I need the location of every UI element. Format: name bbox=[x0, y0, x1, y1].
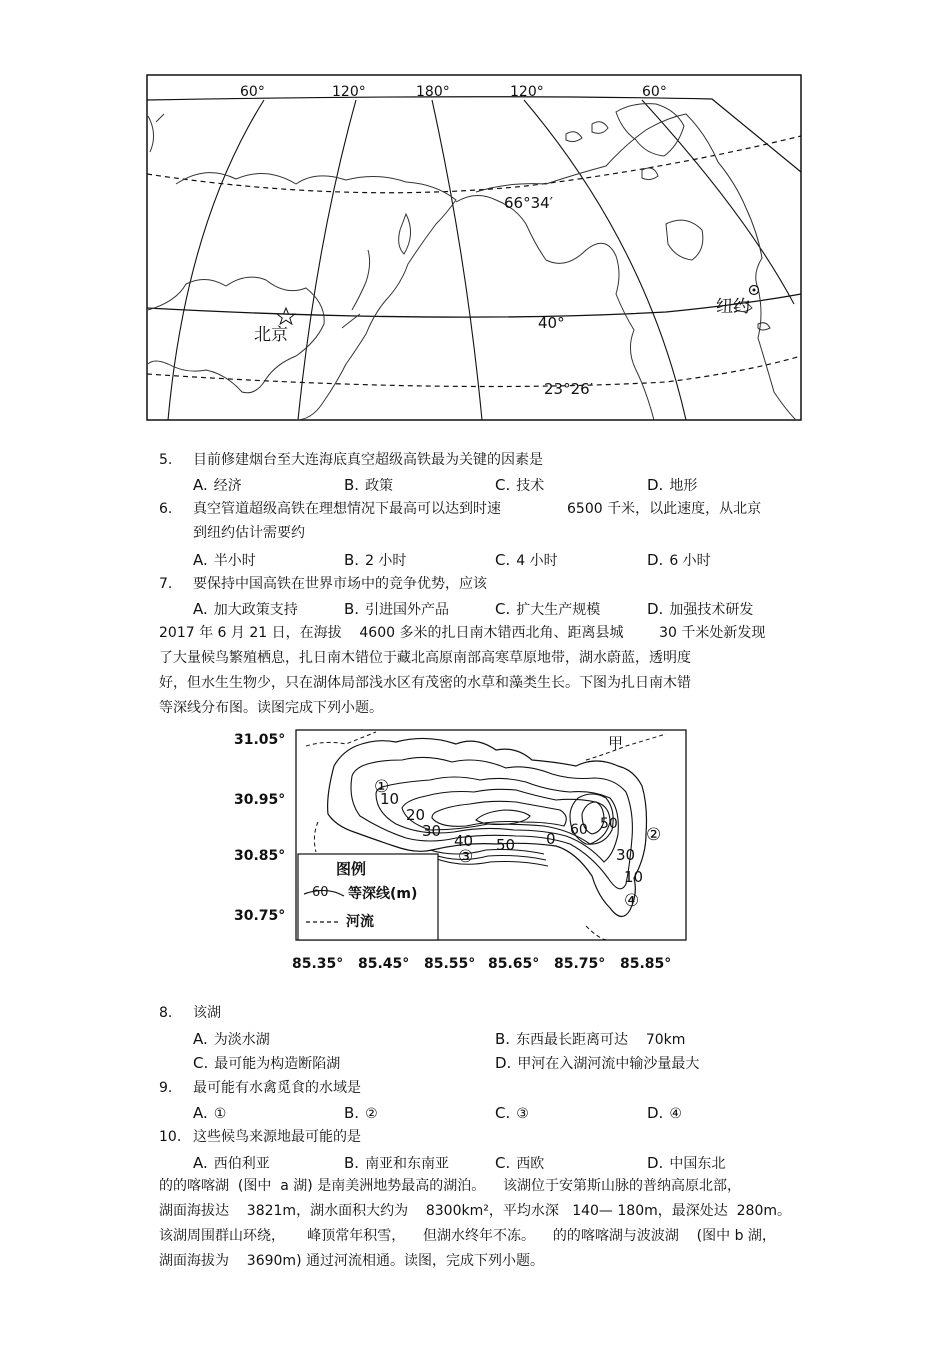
lon-label-1: 60° bbox=[240, 84, 265, 100]
q5-stem: 目前修建烟台至大连海底真空超级高铁最为关键的因素是 bbox=[193, 452, 543, 468]
y-label-4: 30.75° bbox=[234, 908, 286, 924]
world-map bbox=[146, 74, 802, 422]
q10-option-a[interactable]: A. 西伯利亚 bbox=[193, 1154, 270, 1172]
depth-label-10: 10 bbox=[380, 790, 400, 808]
depth-label-10e: 10 bbox=[624, 868, 644, 886]
depth-label-60: 60 bbox=[570, 822, 588, 838]
lake-depth-map bbox=[226, 726, 696, 976]
depth-label-40: 40 bbox=[454, 832, 474, 850]
q5-option-c[interactable]: C. 技术 bbox=[495, 476, 545, 494]
lon-label-2: 120° bbox=[332, 84, 366, 100]
q8-option-a[interactable]: A. 为淡水湖 bbox=[193, 1030, 270, 1048]
depth-label-20: 20 bbox=[406, 806, 426, 824]
lat-label-tropic: 23°26′ bbox=[544, 380, 594, 398]
x-label-6: 85.85° bbox=[620, 956, 672, 972]
q7-option-a[interactable]: A. 加大政策支持 bbox=[193, 600, 298, 618]
q9-option-b[interactable]: B. ② bbox=[344, 1104, 378, 1122]
depth-label-50w: 50 bbox=[496, 836, 516, 854]
q10-option-d[interactable]: D. 中国东北 bbox=[647, 1154, 726, 1172]
x-label-1: 85.35° bbox=[292, 956, 344, 972]
passage1-line-3: 好，但水生生物少，只在湖体局部浅水区有茂密的水草和藻类生长。下图为扎日南木错 bbox=[159, 675, 691, 691]
y-label-3: 30.85° bbox=[234, 848, 286, 864]
depth-label-50e: 50 bbox=[600, 816, 618, 832]
lat-label-40: 40° bbox=[538, 314, 565, 332]
depth-label-30: 30 bbox=[422, 822, 442, 840]
q10-option-c[interactable]: C. 西欧 bbox=[495, 1154, 545, 1172]
q6-option-d[interactable]: D. 6 小时 bbox=[647, 551, 711, 569]
x-label-2: 85.45° bbox=[358, 956, 410, 972]
city-beijing: 北京 bbox=[254, 325, 288, 345]
lon-label-3: 180° bbox=[416, 84, 450, 100]
q8-option-c[interactable]: C. 最可能为构造断陷湖 bbox=[193, 1054, 341, 1072]
passage2-line-2: 湖面海拔达 3821m，湖水面积大约为 8300km²，平均水深 140— 180m，最深处达 280m。 bbox=[159, 1203, 791, 1219]
q7-number: 7. bbox=[159, 576, 173, 592]
q6-stem-1b: 6500 千米，以此速度，从北京 bbox=[567, 501, 762, 517]
q9-number: 9. bbox=[159, 1080, 173, 1096]
q5-number: 5. bbox=[159, 452, 173, 468]
marker-1: ① bbox=[374, 777, 390, 797]
passage1-line-1: 2017 年 6 月 21 日，在海拔 4600 多米的扎日南木错西北角、距离县城 30 千米处新发现 bbox=[159, 625, 766, 641]
passage1-line-2: 了大量候鸟繁殖栖息，扎日南木错位于藏北高原南部高寒草原地带，湖水蔚蓝，透明度 bbox=[159, 650, 691, 666]
q10-number: 10. bbox=[159, 1129, 182, 1145]
y-label-1: 31.05° bbox=[234, 732, 286, 748]
q5-option-b[interactable]: B. 政策 bbox=[344, 476, 394, 494]
passage1-line-4: 等深线分布图。读图完成下列小题。 bbox=[159, 700, 383, 716]
q9-option-a[interactable]: A. ① bbox=[193, 1104, 227, 1122]
q7-option-c[interactable]: C. 扩大生产规模 bbox=[495, 600, 601, 618]
passage2-line-4: 湖面海拔为 3690m) 通过河流相通。读图，完成下列小题。 bbox=[159, 1253, 544, 1269]
lon-label-5: 60° bbox=[642, 84, 667, 100]
q10-stem: 这些候鸟来源地最可能的是 bbox=[193, 1129, 361, 1145]
x-label-5: 85.75° bbox=[554, 956, 606, 972]
x-label-3: 85.55° bbox=[424, 956, 476, 972]
q6-stem-1: 真空管道超级高铁在理想情况下最高可以达到时速 bbox=[193, 501, 501, 517]
q6-stem-2: 到纽约估计需要约 bbox=[193, 525, 305, 541]
depth-label-30e: 30 bbox=[616, 846, 636, 864]
marker-2: ② bbox=[646, 825, 662, 845]
lon-label-4: 120° bbox=[510, 84, 544, 100]
legend-contour-label: 等深线(m) bbox=[348, 886, 418, 902]
q8-number: 8. bbox=[159, 1005, 173, 1021]
q9-option-c[interactable]: C. ③ bbox=[495, 1104, 529, 1122]
q8-option-d[interactable]: D. 甲河在入湖河流中输沙量最大 bbox=[495, 1054, 700, 1072]
q5-option-d[interactable]: D. 地形 bbox=[647, 476, 698, 494]
q8-option-b[interactable]: B. 东西最长距离可达 70km bbox=[495, 1030, 686, 1048]
q6-option-c[interactable]: C. 4 小时 bbox=[495, 551, 558, 569]
legend-river-label: 河流 bbox=[346, 914, 374, 930]
marker-4: ④ bbox=[624, 891, 640, 911]
y-label-2: 30.95° bbox=[234, 792, 286, 808]
q5-option-a[interactable]: A. 经济 bbox=[193, 476, 242, 494]
marker-3: ③ bbox=[458, 847, 474, 867]
q7-option-d[interactable]: D. 加强技术研发 bbox=[647, 600, 754, 618]
legend-title: 图例 bbox=[336, 860, 367, 878]
q8-stem: 该湖 bbox=[193, 1005, 221, 1021]
q9-option-d[interactable]: D. ④ bbox=[647, 1104, 682, 1122]
river-jia-label: 甲 bbox=[608, 734, 624, 752]
legend-contour-num: 60 bbox=[312, 885, 329, 900]
city-newyork: 纽约 bbox=[716, 297, 750, 317]
q6-option-a[interactable]: A. 半小时 bbox=[193, 551, 256, 569]
q6-number: 6. bbox=[159, 501, 173, 517]
q9-stem: 最可能有水禽觅食的水域是 bbox=[193, 1080, 361, 1096]
depth-label-0: 0 bbox=[546, 830, 556, 848]
q7-option-b[interactable]: B. 引进国外产品 bbox=[344, 600, 450, 618]
passage2-line-3: 该湖周围群山环绕， 峰顶常年积雪， 但湖水终年不冻。 的的喀喀湖与波波湖 (图中 b 湖， bbox=[159, 1228, 776, 1244]
q7-stem: 要保持中国高铁在世界市场中的竞争优势，应该 bbox=[193, 576, 487, 592]
lat-label-arctic: 66°34′ bbox=[504, 194, 554, 212]
passage2-line-1: 的的喀喀湖 (图中 a 湖) 是南美洲地势最高的湖泊。 该湖位于安第斯山脉的普纳高原北部， bbox=[159, 1178, 742, 1194]
q10-option-b[interactable]: B. 南亚和东南亚 bbox=[344, 1154, 450, 1172]
x-label-4: 85.65° bbox=[488, 956, 540, 972]
q6-option-b[interactable]: B. 2 小时 bbox=[344, 551, 407, 569]
